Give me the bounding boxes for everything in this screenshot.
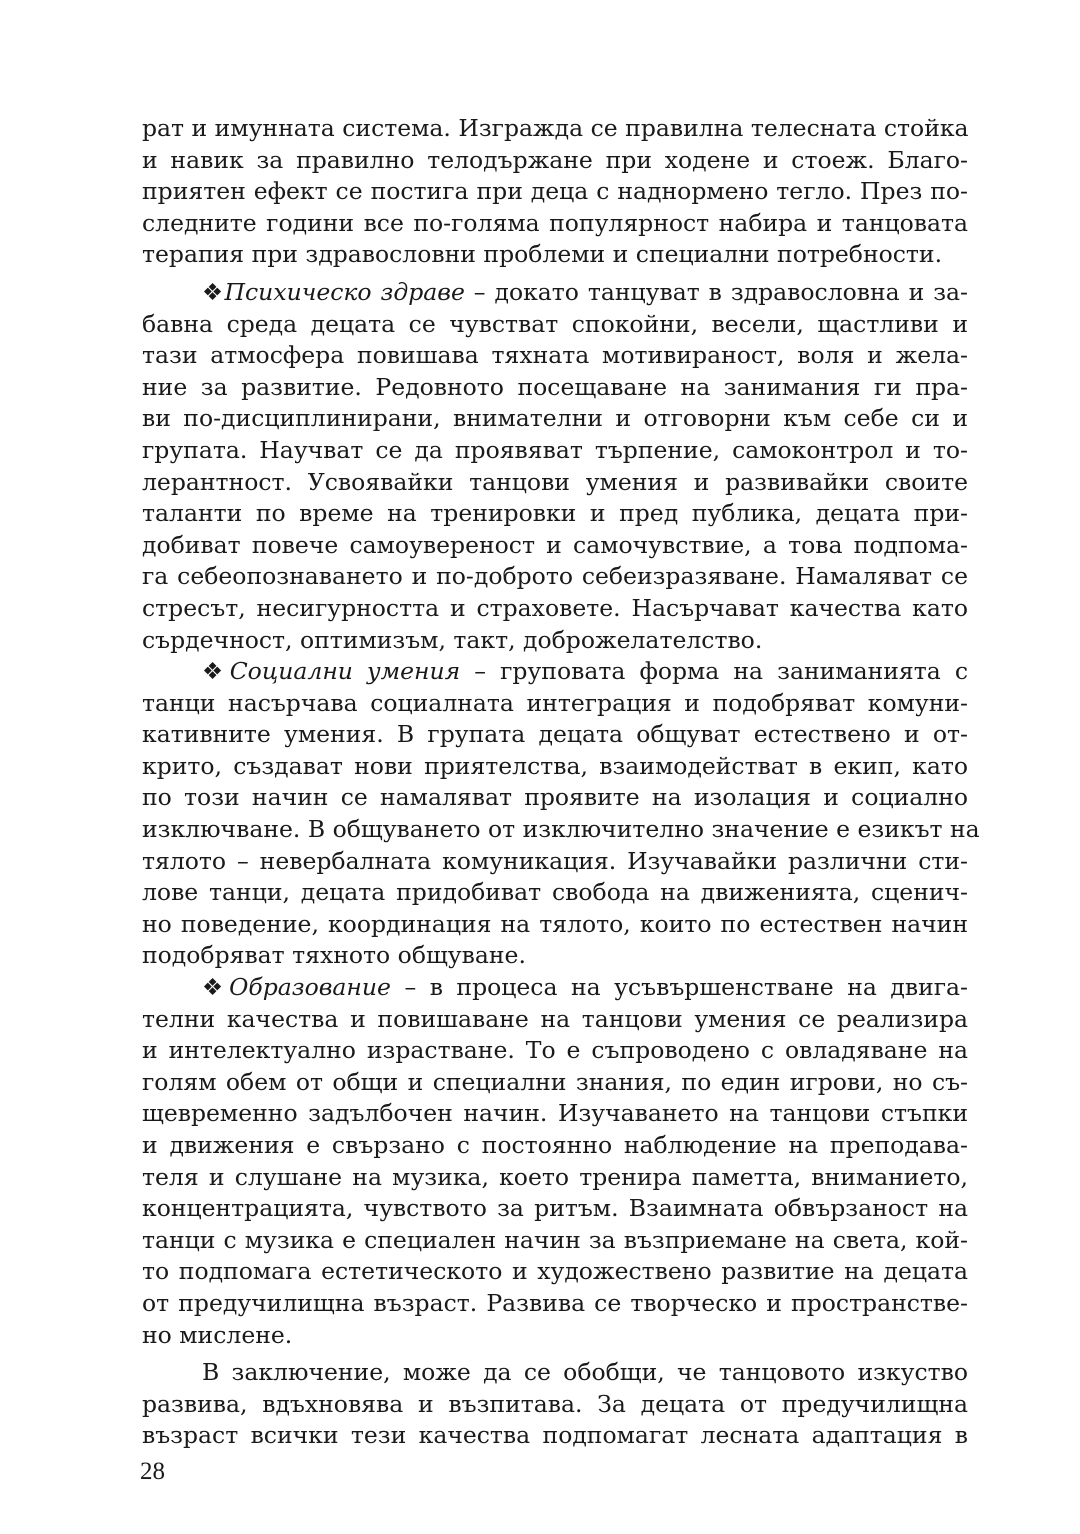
- diamond-bullet-icon: ❖: [202, 973, 230, 1002]
- text-line: възраст всички тези качества подпомагат лесната адаптация в: [142, 1421, 968, 1450]
- text-line: приятен ефект се постига при деца с наднормено тегло. През по-: [142, 177, 968, 206]
- text-line: щевременно задълбочен начин. Изучаването на танцови стъпки: [142, 1099, 968, 1128]
- text-line: танци с музика е специален начин за възприемане на света, кой-: [142, 1225, 968, 1254]
- section-first-line: [142, 277, 968, 309]
- text-line: теля и слушане на музика, което тренира паметта, вниманието,: [142, 1162, 968, 1191]
- text-line: тази атмосфера повишава тяхната мотивираност, воля и жела-: [142, 341, 968, 370]
- text-line: крито, създават нови приятелства, взаимодействат в екип, като: [142, 751, 968, 780]
- section-term: Психическо здраве: [224, 277, 465, 306]
- intro-paragraph: [142, 113, 968, 271]
- section-first-line: [142, 656, 968, 688]
- text-line: ние за развитие. Редовното посещаване на занимания ги пра-: [142, 372, 968, 401]
- text-line: В заключение, може да се обобщи, че танцовото изкуство: [202, 1358, 968, 1387]
- text-line: лерантност. Усвоявайки танцови умения и развивайки своите: [142, 467, 968, 496]
- text-line: бавна среда децата се чувстват спокойни, весели, щастливи и: [142, 309, 968, 338]
- section-social-skills: [142, 656, 980, 972]
- section-education: [142, 972, 968, 1351]
- text-line: групата. Научват се да проявяват търпение, самоконтрол и то-: [142, 435, 968, 464]
- text-line: и интелектуално израстване. То е съпроводено с овладяване на: [142, 1036, 968, 1065]
- text-line: танци насърчава социалната интеграция и подобряват комуни-: [142, 688, 968, 717]
- section-first-line-text: – в процеса на усъвършенстване на двига-: [390, 973, 969, 1002]
- text-line: и движения е свързано с постоянно наблюдение на преподава-: [142, 1131, 968, 1159]
- text-line: от предучилищна възраст. Развива се творческо и пространстве-: [142, 1288, 968, 1317]
- section-first-line: [142, 972, 968, 1004]
- text-line: и навик за правилно телодържане при ходене и стоеж. Благо-: [142, 145, 968, 174]
- text-line: следните години все по-голяма популярност набира и танцовата: [142, 208, 968, 237]
- text-line: сърдечност, оптимизъм, такт, доброжелателство.: [142, 625, 763, 654]
- text-line: терапия при здравословни проблеми и специални потребности.: [142, 240, 943, 269]
- text-line: концентрацията, чувството за ритъм. Взаимната обвързаност на: [142, 1194, 968, 1223]
- text-line: лове танци, децата придобиват свобода на движенията, сценич-: [142, 878, 968, 907]
- text-line: но мислене.: [142, 1320, 293, 1349]
- text-line: но поведение, координация на тялото, които по естествен начин: [142, 909, 968, 938]
- text-line: добиват повече самоувереност и самочувствие, а това подпома-: [142, 530, 968, 559]
- text-line: рат и имунната система. Изгражда се правилна телесната стойка: [142, 114, 969, 142]
- section-first-line-text: – докато танцуват в здравословна и за-: [464, 277, 968, 306]
- page-text: [142, 113, 980, 1452]
- section-term: Образование: [229, 973, 391, 1002]
- text-line: то подпомага естетическото и художествено развитие на децата: [142, 1257, 968, 1286]
- text-line: изключване. В общуването от изключително значение е езикът на: [142, 815, 980, 844]
- text-line: тялото – невербалната комуникация. Изучавайки различни сти-: [142, 846, 968, 875]
- text-line: стресът, несигурността и страховете. Насърчават качества като: [142, 593, 968, 622]
- text-line: телни качества и повишаване на танцови умения се реализира: [142, 1004, 968, 1033]
- diamond-bullet-icon: ❖: [202, 277, 225, 306]
- text-line: голям обем от общи и специални знания, по един игрови, но съ-: [142, 1067, 968, 1096]
- text-line: таланти по време на тренировки и пред публика, децата при-: [142, 499, 968, 528]
- section-first-line-text: – груповата форма на заниманията с: [460, 657, 968, 686]
- section-term: Социални умения: [229, 657, 461, 686]
- page-number: 28: [140, 1458, 165, 1485]
- text-line: по този начин се намаляват проявите на изолация и социално: [142, 783, 968, 812]
- diamond-bullet-icon: ❖: [202, 657, 230, 686]
- section-mental-health: [142, 277, 968, 656]
- text-line: ви по-дисциплинирани, внимателни и отговорни към себе си и: [142, 404, 968, 433]
- text-line: кативните умения. В групата децата общуват естествено и от-: [142, 720, 968, 749]
- conclusion-paragraph: [142, 1357, 968, 1452]
- text-line: развива, вдъхновява и възпитава. За децата от предучилищна: [142, 1389, 968, 1418]
- text-line: подобряват тяхното общуване.: [142, 941, 526, 970]
- text-line: га себеопознаването и по-доброто себеизразяване. Намаляват се: [142, 562, 968, 591]
